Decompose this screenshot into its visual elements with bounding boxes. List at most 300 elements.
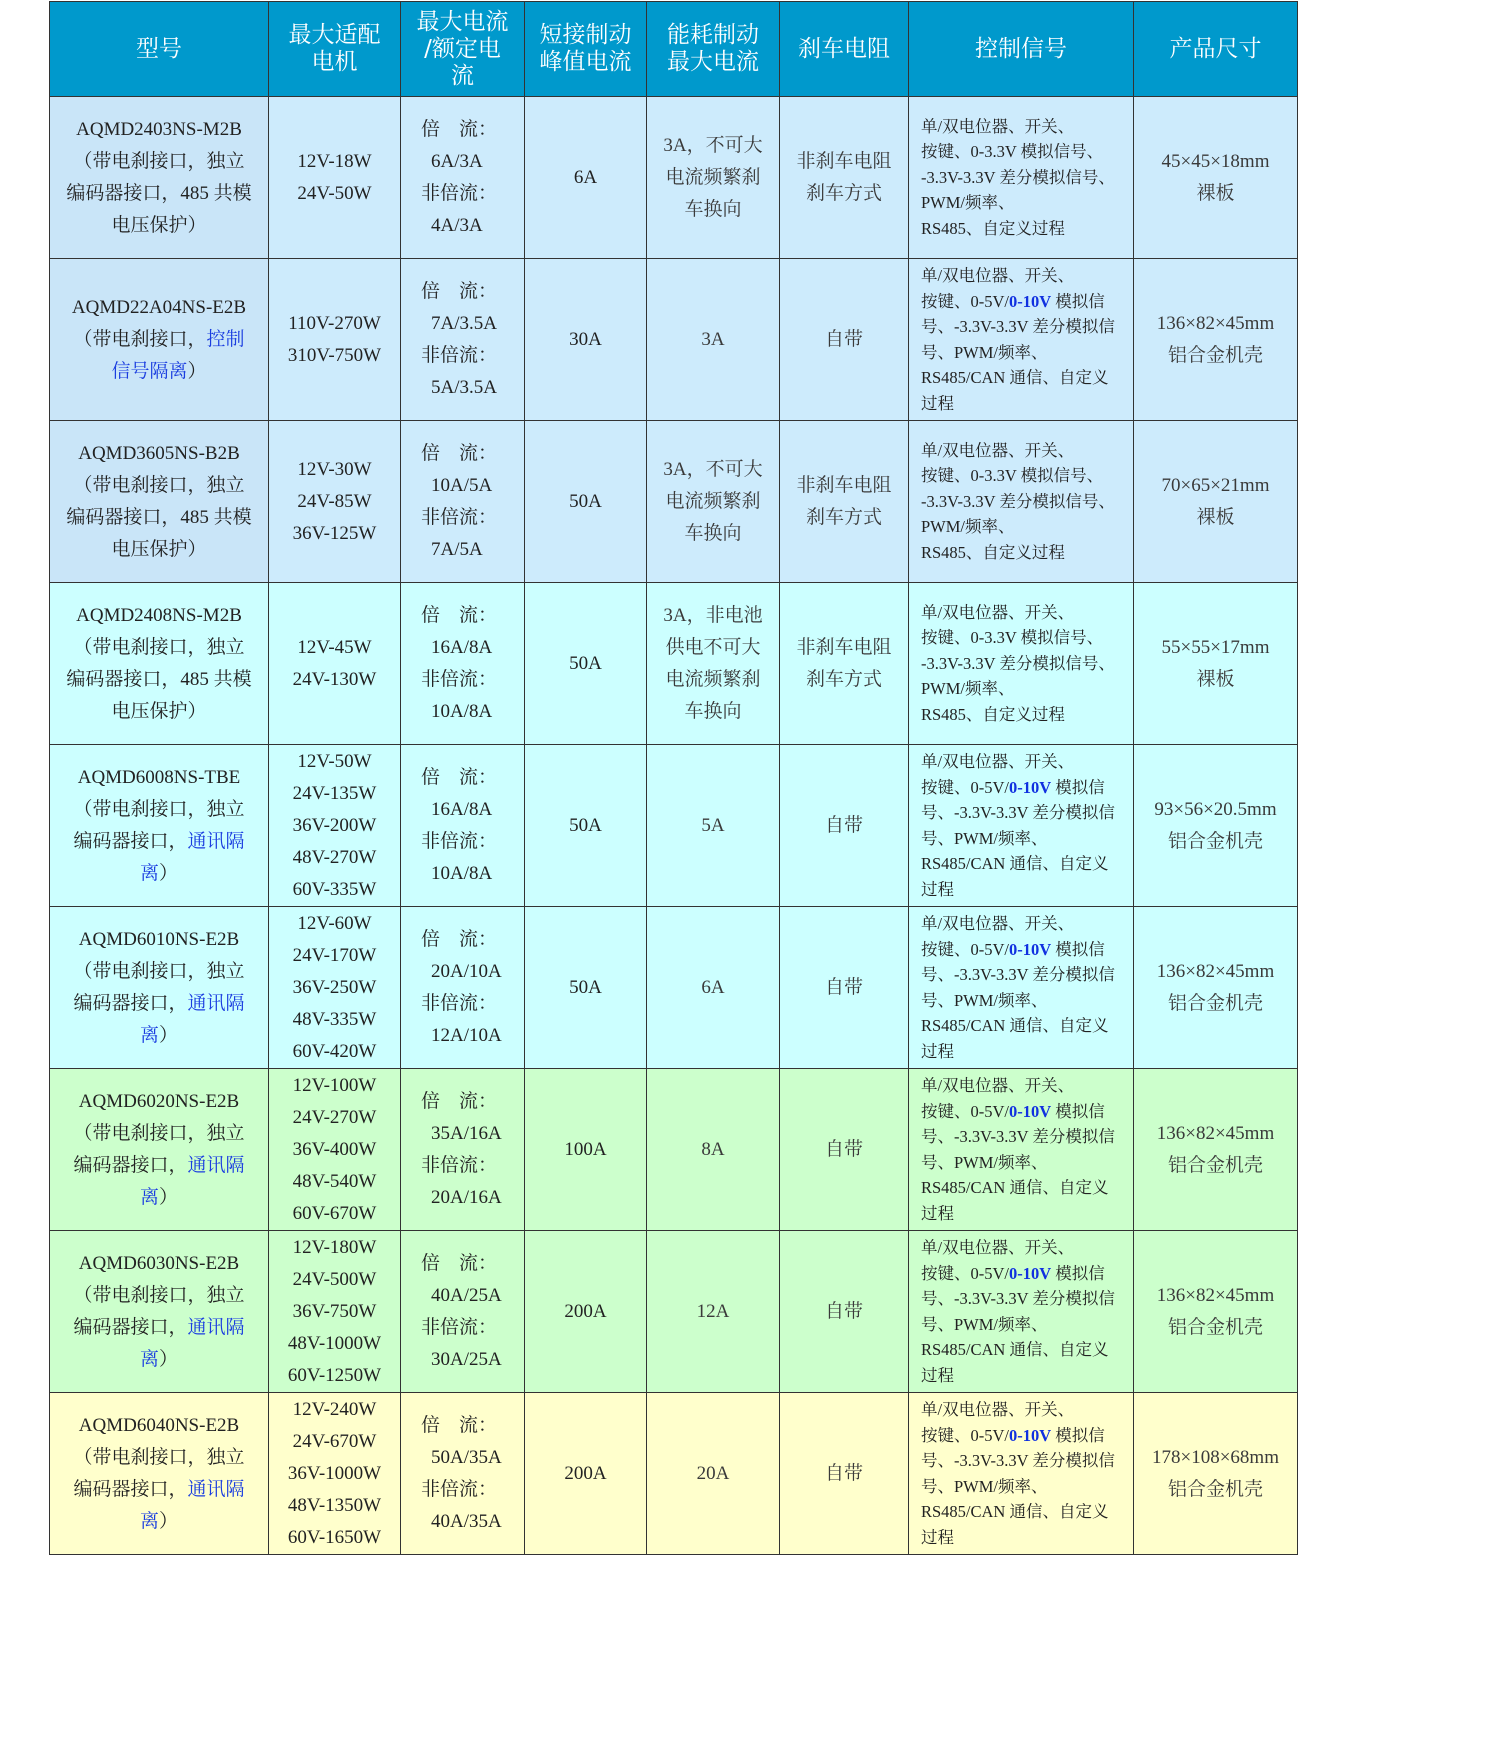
control-signal-line xyxy=(921,877,1133,903)
control-signal-highlight: 0-10V xyxy=(1009,939,1052,959)
model-name: AQMD6010NS-E2B xyxy=(78,928,240,950)
current-label-non-multiplied: 非倍流： xyxy=(421,992,498,1014)
cell-short-brake-peak xyxy=(525,421,647,583)
current-label-non-multiplied: 非倍流： xyxy=(421,182,498,204)
motor-rating: 12V-45W xyxy=(297,636,372,658)
dynamic-brake-text: 8A xyxy=(701,1138,725,1160)
cell-dynamic-brake-max xyxy=(647,1069,780,1231)
control-signal-text: 模拟信 xyxy=(1051,939,1105,959)
cell-model xyxy=(50,1069,269,1231)
model-note-line xyxy=(50,210,268,242)
cell-control-signal xyxy=(909,97,1134,259)
model-name: AQMD6030NS-E2B xyxy=(78,1252,240,1274)
control-signal-line xyxy=(921,289,1133,315)
model-note-text: （带电刹接口，独立 xyxy=(73,1446,245,1468)
cell-control-signal xyxy=(909,259,1134,421)
model-note-line xyxy=(50,324,268,356)
cell-current xyxy=(401,421,525,583)
model-note-line xyxy=(50,178,268,210)
control-signal-text: RS485/CAN 通信、自定义 xyxy=(921,1502,1109,1521)
cell-dynamic-brake-max xyxy=(647,1393,780,1555)
cell-control-signal xyxy=(909,583,1134,745)
current-value-non-multiplied: 20A/16A xyxy=(431,1186,502,1208)
size-enclosure: 铝合金机壳 xyxy=(1167,992,1263,1014)
control-signal-text: RS485/CAN 通信、自定义 xyxy=(921,368,1109,387)
control-signal-text: 单/双电位器、开关、 xyxy=(921,752,1075,771)
dynamic-brake-text: 车换向 xyxy=(684,700,742,722)
size-enclosure: 铝合金机壳 xyxy=(1167,830,1263,852)
cell-max-motor xyxy=(269,97,401,259)
model-note-text: 编码器接口，485 共模 xyxy=(66,182,252,204)
control-signal-text: 按键、0-3.3V 模拟信号、 xyxy=(921,628,1104,648)
header-max-motor xyxy=(269,2,401,97)
model-name: AQMD6040NS-E2B xyxy=(78,1414,240,1436)
motor-rating: 24V-170W xyxy=(292,944,377,966)
model-note-line xyxy=(50,1150,268,1182)
current-value-non-multiplied: 30A/25A xyxy=(431,1348,502,1370)
control-signal-text: 号、PWM/频率、 xyxy=(921,1152,1048,1172)
model-note-highlight: 通讯隔 xyxy=(187,830,245,852)
model-note-highlight: 通讯隔 xyxy=(187,992,245,1014)
model-note-text: （带电刹接口，独立 xyxy=(73,474,245,496)
control-signal-text: 号、-3.3V-3.3V 差分模拟信 xyxy=(921,1289,1115,1308)
model-note-highlight: 通讯隔 xyxy=(187,1316,245,1338)
model-name: AQMD6020NS-E2B xyxy=(78,1090,240,1112)
brake-resistor-text: 非刹车电阻 xyxy=(796,150,892,172)
motor-rating: 310V-750W xyxy=(287,344,382,366)
current-label-non-multiplied: 非倍流： xyxy=(421,668,498,690)
control-signal-line xyxy=(921,165,1133,191)
dynamic-brake-text: 电流频繁刹 xyxy=(665,166,761,188)
control-signal-text: 号、-3.3V-3.3V 差分模拟信 xyxy=(921,317,1115,336)
header-text-line: 最大电流 xyxy=(667,49,759,75)
dynamic-brake-text: 6A xyxy=(701,976,725,998)
control-signal-text: 号、PWM/频率、 xyxy=(921,990,1048,1010)
model-note-highlight: 离 xyxy=(139,1186,159,1208)
table-row xyxy=(50,421,1298,583)
table-row xyxy=(50,1231,1298,1393)
cell-product-size xyxy=(1134,745,1298,907)
table-body xyxy=(50,97,1298,1555)
header-text-line: 刹车电阻 xyxy=(798,35,890,62)
control-signal-line xyxy=(921,962,1133,988)
cell-brake-resistor xyxy=(780,745,909,907)
model-note-line xyxy=(50,794,268,826)
size-dimensions: 178×108×68mm xyxy=(1152,1446,1279,1468)
current-value-multiplied: 7A/3.5A xyxy=(431,312,497,334)
brake-resistor-text: 自带 xyxy=(824,328,863,350)
current-label-non-multiplied: 非倍流： xyxy=(421,1316,498,1338)
current-label-multiplied: 倍 流： xyxy=(421,928,498,950)
control-signal-highlight: 0-10V xyxy=(1009,1263,1052,1283)
model-note-text: 编码器接口，485 共模 xyxy=(66,668,252,690)
size-dimensions: 55×55×17mm xyxy=(1161,636,1270,658)
cell-brake-resistor xyxy=(780,583,909,745)
motor-rating: 60V-1250W xyxy=(287,1364,382,1386)
control-signal-text: -3.3V-3.3V 差分模拟信号、 xyxy=(921,491,1115,511)
control-signal-text: 过程 xyxy=(921,1527,954,1547)
cell-control-signal xyxy=(909,421,1134,583)
cell-product-size xyxy=(1134,907,1298,1069)
model-note-text: ） xyxy=(159,1186,179,1208)
size-dimensions: 93×56×20.5mm xyxy=(1154,798,1277,820)
cell-model xyxy=(50,259,269,421)
short-brake-value: 6A xyxy=(573,166,598,188)
model-note-line xyxy=(50,1020,268,1052)
motor-rating: 60V-420W xyxy=(292,1040,377,1062)
control-signal-text: 按键、0-5V/ xyxy=(921,1263,1009,1283)
model-note-line xyxy=(50,1344,268,1376)
control-signal-line xyxy=(921,1039,1133,1065)
current-label-non-multiplied: 非倍流： xyxy=(421,506,498,528)
current-value-non-multiplied: 40A/35A xyxy=(431,1510,502,1532)
short-brake-value: 200A xyxy=(564,1300,607,1322)
header-text-line: 能耗制动 xyxy=(667,22,759,48)
control-signal-line xyxy=(921,676,1133,702)
control-signal-line xyxy=(921,1013,1133,1039)
control-signal-text: 单/双电位器、开关、 xyxy=(921,1076,1075,1095)
header-text-line: 控制信号 xyxy=(975,35,1067,62)
dynamic-brake-text: 3A xyxy=(701,328,725,350)
control-signal-line xyxy=(921,216,1133,242)
short-brake-value: 50A xyxy=(569,652,602,674)
cell-current xyxy=(401,745,525,907)
control-signal-line xyxy=(921,651,1133,677)
current-label-multiplied: 倍 流： xyxy=(421,1414,498,1436)
motor-rating: 24V-50W xyxy=(297,182,372,204)
cell-dynamic-brake-max xyxy=(647,1231,780,1393)
current-label-non-multiplied: 非倍流： xyxy=(421,344,498,366)
model-name: AQMD3605NS-B2B xyxy=(78,442,240,464)
cell-control-signal xyxy=(909,907,1134,1069)
motor-rating: 36V-125W xyxy=(292,522,377,544)
cell-max-motor xyxy=(269,745,401,907)
control-signal-line xyxy=(921,1201,1133,1227)
table-row xyxy=(50,745,1298,907)
current-label-multiplied: 倍 流： xyxy=(421,1090,498,1112)
current-label-multiplied: 倍 流： xyxy=(421,118,498,140)
size-enclosure: 裸板 xyxy=(1196,182,1235,204)
cell-max-motor xyxy=(269,907,401,1069)
short-brake-value: 100A xyxy=(564,1138,607,1160)
motor-rating: 36V-400W xyxy=(292,1138,377,1160)
model-note-text: 编码器接口，485 共模 xyxy=(66,506,252,528)
brake-resistor-text: 自带 xyxy=(824,1138,863,1160)
model-note-text: 电压保护） xyxy=(111,214,207,236)
size-enclosure: 铝合金机壳 xyxy=(1167,344,1263,366)
model-note-line xyxy=(50,1442,268,1474)
dynamic-brake-text: 5A xyxy=(701,814,725,836)
current-label-multiplied: 倍 流： xyxy=(421,442,498,464)
cell-product-size xyxy=(1134,421,1298,583)
model-note-text: （带电刹接口，独立 xyxy=(73,636,245,658)
size-dimensions: 136×82×45mm xyxy=(1156,1122,1275,1144)
motor-driver-spec-table xyxy=(49,1,1298,1555)
current-label-multiplied: 倍 流： xyxy=(421,766,498,788)
control-signal-line xyxy=(921,1337,1133,1363)
cell-brake-resistor xyxy=(780,1393,909,1555)
current-value-multiplied: 20A/10A xyxy=(431,960,502,982)
cell-short-brake-peak xyxy=(525,1393,647,1555)
cell-model xyxy=(50,97,269,259)
control-signal-line xyxy=(921,540,1133,566)
model-note-line xyxy=(50,1474,268,1506)
control-signal-line xyxy=(921,1474,1133,1500)
cell-brake-resistor xyxy=(780,1069,909,1231)
size-enclosure: 铝合金机壳 xyxy=(1167,1154,1263,1176)
model-note-highlight: 控制 xyxy=(206,328,245,350)
control-signal-line xyxy=(921,438,1133,464)
control-signal-text: 单/双电位器、开关、 xyxy=(921,1400,1075,1419)
model-note-text: 编码器接口， xyxy=(73,1316,188,1338)
size-enclosure: 铝合金机壳 xyxy=(1167,1478,1263,1500)
cell-current xyxy=(401,1231,525,1393)
brake-resistor-text: 自带 xyxy=(824,1300,863,1322)
model-note-line xyxy=(50,632,268,664)
table-row xyxy=(50,583,1298,745)
control-signal-text: 单/双电位器、开关、 xyxy=(921,440,1075,460)
motor-rating: 36V-1000W xyxy=(287,1462,382,1484)
control-signal-text: 号、PWM/频率、 xyxy=(921,1314,1048,1334)
control-signal-line xyxy=(921,1175,1133,1201)
header-text-line: 型号 xyxy=(136,35,182,62)
short-brake-value: 50A xyxy=(569,814,602,836)
control-signal-text: 号、-3.3V-3.3V 差分模拟信 xyxy=(921,965,1115,984)
size-enclosure: 铝合金机壳 xyxy=(1167,1316,1263,1338)
cell-control-signal xyxy=(909,1069,1134,1231)
brake-resistor-text: 非刹车电阻 xyxy=(796,636,892,658)
control-signal-line xyxy=(921,800,1133,826)
model-note-highlight: 信号隔离 xyxy=(111,360,188,382)
brake-resistor-text: 自带 xyxy=(824,976,863,998)
table-row xyxy=(50,1069,1298,1231)
table-row xyxy=(50,1393,1298,1555)
current-label-multiplied: 倍 流： xyxy=(421,1252,498,1274)
control-signal-line xyxy=(921,826,1133,852)
control-signal-text: 过程 xyxy=(921,393,954,413)
model-note-text: （带电刹接口，独立 xyxy=(73,1122,245,1144)
current-label-non-multiplied: 非倍流： xyxy=(421,830,498,852)
control-signal-text: 号、PWM/频率、 xyxy=(921,1476,1048,1496)
control-signal-text: 号、-3.3V-3.3V 差分模拟信 xyxy=(921,1451,1115,1470)
control-signal-text: 模拟信 xyxy=(1051,1101,1105,1121)
cell-current xyxy=(401,907,525,1069)
model-note-text: （带电刹接口， xyxy=(73,328,207,350)
control-signal-text: 模拟信 xyxy=(1051,1263,1105,1283)
size-dimensions: 45×45×18mm xyxy=(1161,150,1270,172)
control-signal-line xyxy=(921,702,1133,728)
cell-dynamic-brake-max xyxy=(647,907,780,1069)
control-signal-line xyxy=(921,514,1133,540)
model-note-text: ） xyxy=(159,1024,179,1046)
short-brake-value: 30A xyxy=(569,328,602,350)
size-dimensions: 136×82×45mm xyxy=(1156,1284,1275,1306)
control-signal-highlight: 0-10V xyxy=(1009,777,1052,797)
control-signal-line xyxy=(921,1286,1133,1312)
control-signal-text: 按键、0-5V/ xyxy=(921,291,1009,311)
cell-max-motor xyxy=(269,1393,401,1555)
header-text-line: 电机 xyxy=(311,49,358,75)
motor-rating: 36V-200W xyxy=(292,814,377,836)
current-label-multiplied: 倍 流： xyxy=(421,280,498,302)
motor-rating: 24V-270W xyxy=(292,1106,377,1128)
motor-rating: 12V-50W xyxy=(297,750,372,772)
control-signal-highlight: 0-10V xyxy=(1009,1101,1052,1121)
current-value-non-multiplied: 4A/3A xyxy=(431,214,483,236)
control-signal-line xyxy=(921,463,1133,489)
control-signal-text: RS485、自定义过程 xyxy=(921,218,1065,238)
motor-rating: 12V-240W xyxy=(292,1398,377,1420)
model-note-text: （带电刹接口，独立 xyxy=(73,798,245,820)
header-text-line: 流 xyxy=(451,62,474,89)
control-signal-line xyxy=(921,1423,1133,1449)
control-signal-text: -3.3V-3.3V 差分模拟信号、 xyxy=(921,653,1115,673)
control-signal-line xyxy=(921,114,1133,140)
cell-model xyxy=(50,1393,269,1555)
brake-resistor-text: 非刹车电阻 xyxy=(796,474,892,496)
header-text-line: 产品尺寸 xyxy=(1169,35,1262,62)
motor-rating: 48V-335W xyxy=(292,1008,377,1030)
control-signal-text: 单/双电位器、开关、 xyxy=(921,266,1075,285)
cell-control-signal xyxy=(909,745,1134,907)
cell-short-brake-peak xyxy=(525,259,647,421)
model-note-text: 电压保护） xyxy=(111,700,207,722)
motor-rating: 24V-130W xyxy=(292,668,377,690)
control-signal-text: 过程 xyxy=(921,1365,954,1385)
motor-rating: 110V-270W xyxy=(288,312,381,334)
model-name: AQMD6008NS-TBE xyxy=(77,766,241,788)
current-value-multiplied: 6A/3A xyxy=(431,150,483,172)
brake-resistor-text: 刹车方式 xyxy=(805,668,882,690)
control-signal-line xyxy=(921,489,1133,515)
header-text-line: 短接制动 xyxy=(539,22,632,48)
dynamic-brake-text: 3A，不可大 xyxy=(663,134,763,156)
header-text-line: 峰值电流 xyxy=(539,49,632,75)
header-text-line: /额定电 xyxy=(424,35,501,62)
current-value-multiplied: 16A/8A xyxy=(431,798,493,820)
current-label-non-multiplied: 非倍流： xyxy=(421,1154,498,1176)
control-signal-line xyxy=(921,911,1133,937)
control-signal-text: 号、PWM/频率、 xyxy=(921,342,1048,362)
model-note-line xyxy=(50,696,268,728)
control-signal-line xyxy=(921,314,1133,340)
cell-model xyxy=(50,745,269,907)
model-name: AQMD2408NS-M2B xyxy=(76,604,242,626)
control-signal-text: 号、-3.3V-3.3V 差分模拟信 xyxy=(921,1127,1115,1146)
control-signal-text: 模拟信 xyxy=(1051,777,1105,797)
control-signal-text: 单/双电位器、开关、 xyxy=(921,116,1075,136)
current-value-multiplied: 16A/8A xyxy=(431,636,493,658)
motor-rating: 36V-750W xyxy=(292,1300,377,1322)
model-note-line xyxy=(50,664,268,696)
table-row xyxy=(50,259,1298,421)
control-signal-text: 过程 xyxy=(921,1203,954,1223)
control-signal-text: 号、PWM/频率、 xyxy=(921,828,1048,848)
cell-product-size xyxy=(1134,1393,1298,1555)
control-signal-text: 按键、0-5V/ xyxy=(921,1425,1009,1445)
model-note-text: 编码器接口， xyxy=(73,1154,188,1176)
model-note-line xyxy=(50,1280,268,1312)
control-signal-text: PWM/频率、 xyxy=(921,193,1015,213)
control-signal-line xyxy=(921,1124,1133,1150)
header-control-signal xyxy=(909,2,1134,97)
size-dimensions: 136×82×45mm xyxy=(1156,312,1275,334)
cell-model xyxy=(50,907,269,1069)
cell-short-brake-peak xyxy=(525,1069,647,1231)
dynamic-brake-text: 供电不可大 xyxy=(665,636,761,658)
cell-model xyxy=(50,421,269,583)
cell-brake-resistor xyxy=(780,907,909,1069)
cell-dynamic-brake-max xyxy=(647,259,780,421)
model-note-highlight: 通讯隔 xyxy=(187,1154,245,1176)
header-dynamic-brake-max xyxy=(647,2,780,97)
dynamic-brake-text: 车换向 xyxy=(684,198,742,220)
motor-rating: 24V-500W xyxy=(292,1268,377,1290)
short-brake-value: 50A xyxy=(569,490,602,512)
header-row xyxy=(50,2,1298,97)
cell-product-size xyxy=(1134,259,1298,421)
current-value-non-multiplied: 5A/3.5A xyxy=(431,376,497,398)
control-signal-line xyxy=(921,749,1133,775)
header-max-rated-current xyxy=(401,2,525,97)
motor-rating: 24V-85W xyxy=(297,490,372,512)
brake-resistor-text: 刹车方式 xyxy=(805,182,882,204)
control-signal-text: 模拟信 xyxy=(1051,1425,1105,1445)
control-signal-line xyxy=(921,190,1133,216)
control-signal-text: RS485、自定义过程 xyxy=(921,704,1065,724)
dynamic-brake-text: 3A，非电池 xyxy=(663,604,763,626)
control-signal-text: RS485/CAN 通信、自定义 xyxy=(921,1016,1109,1035)
control-signal-text: RS485、自定义过程 xyxy=(921,542,1065,562)
control-signal-line xyxy=(921,600,1133,626)
model-name: AQMD2403NS-M2B xyxy=(76,118,242,140)
cell-brake-resistor xyxy=(780,421,909,583)
control-signal-line xyxy=(921,391,1133,417)
motor-rating: 24V-135W xyxy=(292,782,377,804)
header-product-size xyxy=(1134,2,1298,97)
control-signal-line xyxy=(921,340,1133,366)
control-signal-line xyxy=(921,139,1133,165)
control-signal-line xyxy=(921,1235,1133,1261)
control-signal-text: 按键、0-5V/ xyxy=(921,777,1009,797)
control-signal-line xyxy=(921,1525,1133,1551)
size-dimensions: 70×65×21mm xyxy=(1161,474,1270,496)
control-signal-highlight: 0-10V xyxy=(1009,1425,1052,1445)
model-note-line xyxy=(50,1506,268,1538)
control-signal-line xyxy=(921,1448,1133,1474)
cell-brake-resistor xyxy=(780,1231,909,1393)
motor-rating: 60V-1650W xyxy=(287,1526,382,1548)
control-signal-line xyxy=(921,1363,1133,1389)
current-value-non-multiplied: 10A/8A xyxy=(431,700,493,722)
control-signal-line xyxy=(921,1499,1133,1525)
dynamic-brake-text: 20A xyxy=(696,1462,730,1484)
brake-resistor-text: 自带 xyxy=(824,1462,863,1484)
current-value-multiplied: 35A/16A xyxy=(431,1122,502,1144)
model-note-text: ） xyxy=(159,862,179,884)
cell-product-size xyxy=(1134,1231,1298,1393)
motor-rating: 60V-335W xyxy=(292,878,377,900)
cell-model xyxy=(50,583,269,745)
model-note-line xyxy=(50,956,268,988)
model-note-text: ） xyxy=(187,360,207,382)
brake-resistor-text: 刹车方式 xyxy=(805,506,882,528)
header-model xyxy=(50,2,269,97)
control-signal-text: -3.3V-3.3V 差分模拟信号、 xyxy=(921,167,1115,187)
model-note-text: （带电刹接口，独立 xyxy=(73,150,245,172)
header-text-line: 最大电流 xyxy=(416,8,509,35)
cell-max-motor xyxy=(269,1231,401,1393)
